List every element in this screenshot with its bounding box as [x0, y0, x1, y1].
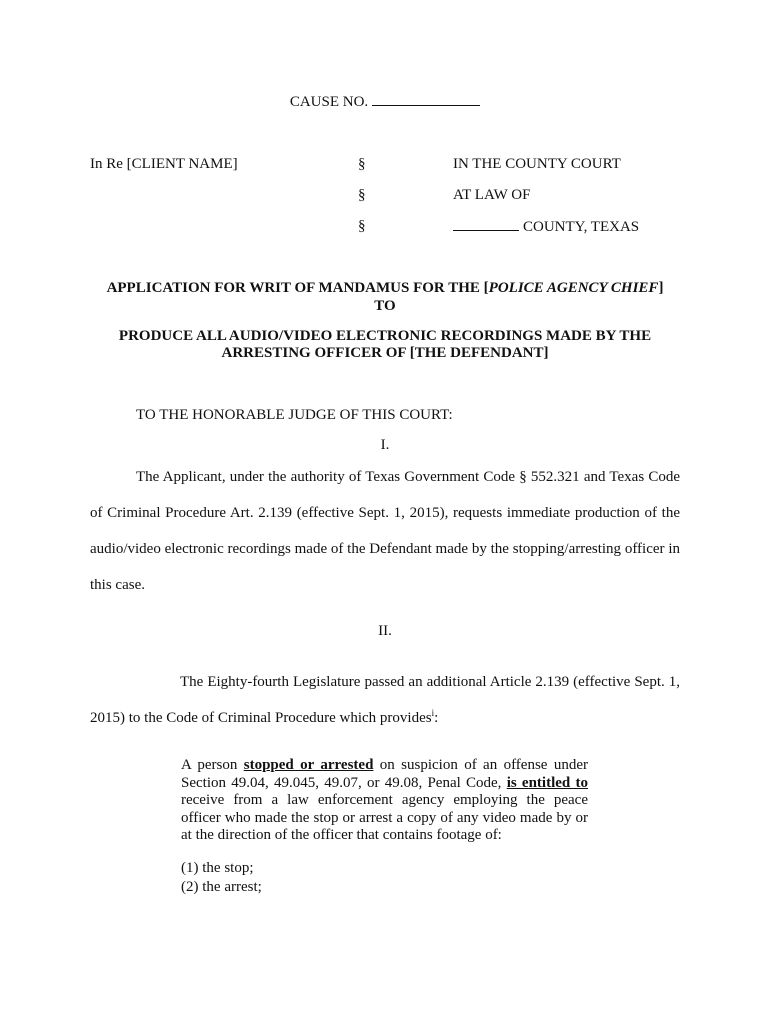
- quote-list-item: (1) the stop;: [181, 860, 254, 876]
- section-1-paragraph: The Applicant, under the authority of Texas Government Code § 552.321 and Texas Code of Criminal Procedure Art. 2.139 (effective Sept. 1, 2015), requests immediate production of the audio/video electronic recordings made of the Defendant made by the stopping/arresting officer in this case.: [90, 469, 680, 593]
- document-title-line-3: PRODUCE ALL AUDIO/VIDEO ELECTRONIC RECORDINGS MADE BY THE: [118, 328, 652, 344]
- court-name-line-3: COUNTY, TEXAS: [453, 218, 639, 236]
- section-symbol: §: [358, 218, 366, 234]
- court-name-line-1: IN THE COUNTY COURT: [453, 156, 621, 172]
- statute-quote: A person stopped or arrested on suspicion of an offense under Section 49.04, 49.045, 49.07, or 49.08, Penal Code, is entitled to receive from a law enforcement agency employing the peace officer who made the stop or arrest a copy of any video made by or at the direction of the officer that contains footage of:: [181, 757, 589, 843]
- cause-number-label: CAUSE NO.: [289, 94, 369, 110]
- county-blank: [453, 218, 519, 231]
- footnote-mark: i: [431, 708, 435, 718]
- cause-number-line: [0, 93, 770, 111]
- salutation: TO THE HONORABLE JUDGE OF THIS COURT:: [136, 407, 453, 423]
- document-title-line-4: ARRESTING OFFICER OF [THE DEFENDANT]: [221, 345, 549, 361]
- emphasis-stopped-or-arrested: stopped or arrested: [243, 757, 374, 773]
- section-numeral-2: II.: [378, 623, 392, 639]
- document-title-line-1: APPLICATION FOR WRIT OF MANDAMUS FOR THE [POLICE AGENCY CHIEF]: [106, 280, 664, 296]
- section-numeral-1: I.: [380, 437, 390, 453]
- cause-number-blank: [372, 93, 480, 106]
- agency-chief-placeholder: POLICE AGENCY CHIEF: [488, 280, 659, 296]
- section-symbol: §: [358, 187, 366, 203]
- party-name: In Re [CLIENT NAME]: [90, 156, 238, 172]
- section-2-paragraph: The Eighty-fourth Legislature passed an additional Article 2.139 (effective Sept. 1, 2015) to the Code of Criminal Procedure which provides$^i$:: [90, 674, 680, 726]
- quote-list-item: (2) the arrest;: [181, 879, 262, 895]
- emphasis-is-entitled-to: is entitled to: [506, 774, 589, 791]
- section-symbol: §: [358, 156, 366, 172]
- document-title-line-2: TO: [374, 298, 396, 314]
- court-name-line-2: AT LAW OF: [453, 187, 531, 203]
